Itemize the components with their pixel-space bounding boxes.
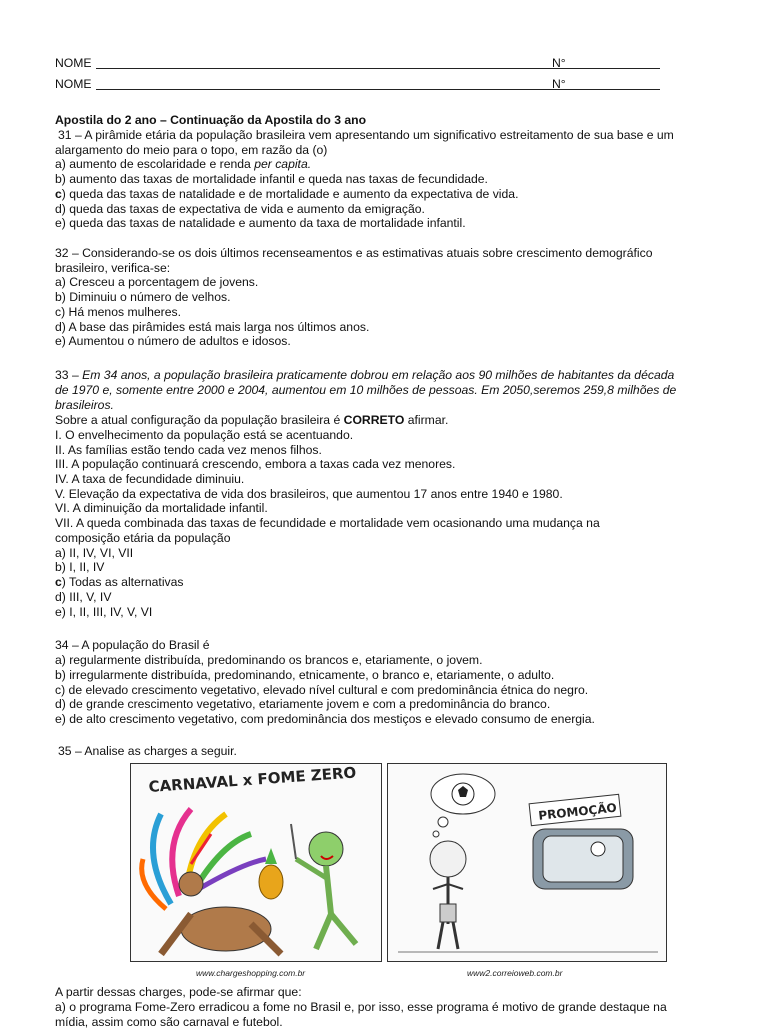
q33-item-2: II. As famílias estão tendo cada vez menos filhos. [55,443,322,457]
q33-item-7-line-2: composição etária da população [55,531,231,545]
q33-item-5: V. Elevação da expectativa de vida dos brasileiros, que aumentou 17 anos entre 1940 e 1980. [55,487,563,501]
q34-option-a: a) regularmente distribuída, predominando os brancos e, etariamente, o jovem. [55,653,483,667]
cartoon-1-title: CARNAVAL x FOME ZERO [148,764,357,796]
q32-option-b: b) Diminuiu o número de velhos. [55,290,231,304]
q33-item-6: VI. A diminuição da mortalidade infantil. [55,501,268,515]
q31-option-e: e) queda das taxas de natalidade e aumento da taxa de mortalidade infantil. [55,216,466,230]
q32-option-d: d) A base das pirâmides está mais larga nos últimos anos. [55,320,370,334]
cartoon-carnaval-fome-zero [130,763,382,962]
carnival-feathers [142,809,266,909]
q33-text-2: de 1970 e, somente entre 2000 e 2004, aumentou em 10 milhões de pessoas. Em 2050,seremos 259,8 milhões de [55,383,677,397]
name-blank [96,68,606,69]
q33-option-c-letter: c [55,575,62,589]
q31-option-a [55,157,311,172]
q33-option-b: b) I, II, IV [55,560,105,574]
cartoon-2-credit: www2.correioweb.com.br [467,968,563,978]
q31-option-a-italic: per capita. [254,157,312,171]
promo-sign-text: PROMOÇÃO [537,800,618,823]
q33-option-c [55,575,184,590]
cartoon-promocao-drawing [388,764,666,961]
q33-item-1: I. O envelhecimento da população está se acentuando. [55,428,354,442]
q35-after-text: A partir dessas charges, pode-se afirmar que: [55,985,302,999]
q33-prompt [55,413,448,428]
q31-option-d: d) queda das taxas de expectativa de vida e aumento da emigração. [55,202,425,216]
q33-option-c-text: ) Todas as alternativas [61,575,184,589]
q31-option-c-letter: c [55,187,62,201]
q32-option-a: a) Cresceu a porcentagem de jovens. [55,275,259,289]
q33-number: 33 – [55,368,79,382]
q33-option-d: d) III, V, IV [55,590,112,604]
number-label: N° [552,56,566,70]
name-label: NOME [55,56,92,70]
promo-sign [529,794,621,825]
q33-text-line-2 [55,383,676,398]
cartoon-carnaval-drawing [131,764,381,961]
q31-option-c [55,187,518,202]
q31-stem-line-2: alargamento do meio para o topo, em razão da (o) [55,143,328,157]
q33-text-3: brasileiros. [55,398,114,412]
name-row-1 [55,56,665,72]
q33-option-e: e) I, II, III, IV, V, VI [55,605,153,619]
cartoon-promocao [387,763,667,962]
thin-boy [430,841,466,949]
q33-text-line-3 [55,398,114,413]
q31-option-c-text: ) queda das taxas de natalidade e de mortalidade e aumento da expectativa de vida. [61,187,519,201]
name-blank [96,89,606,90]
q32-option-e: e) Aumentou o número de adultos e idosos. [55,334,291,348]
hungry-figure [291,824,356,949]
number-blank [570,68,660,69]
q33-text-1: Em 34 anos, a população brasileira praticamente dobrou em relação aos 90 milhões de habitantes da década [82,368,675,382]
q35-stem: 35 – Analise as charges a seguir. [58,744,237,758]
pineapple [259,848,283,899]
q33-item-3: III. A população continuará crescendo, embora a taxas cada vez menores. [55,457,456,471]
q35-option-a-line-2: mídia, assim como são carnaval e futebol. [55,1015,283,1029]
q34-option-d: d) de grande crescimento vegetativo, etariamente jovem e com a predominância do branco. [55,697,551,711]
q33-item-7-line-1: VII. A queda combinada das taxas de fecundidade e mortalidade vem ocasionando uma mudança na [55,516,600,530]
q33-prompt-pre: Sobre a atual configuração da população brasileira é [55,413,341,427]
number-label: N° [552,77,566,91]
name-row-2 [55,77,665,93]
cartoon-1-credit: www.chargeshopping.com.br [196,968,306,978]
q32-stem-line-2: brasileiro, verifica-se: [55,261,171,275]
q34-stem: 34 – A população do Brasil é [55,638,210,652]
thought-bubble [431,774,495,837]
q33-prompt-post: afirmar. [407,413,449,427]
q33-option-a: a) II, IV, VI, VII [55,546,134,560]
q35-option-a-line-1: a) o programa Fome-Zero erradicou a fome no Brasil e, por isso, esse programa é motivo de grande destaque na [55,1000,667,1014]
q32-stem-line-1: 32 – Considerando-se os dois últimos recenseamentos e as estimativas atuais sobre crescimento demográfico [55,246,653,260]
q34-option-c: c) de elevado crescimento vegetativo, elevado nível cultural e com predominância étnica do negro. [55,683,589,697]
q32-option-c: c) Há menos mulheres. [55,305,181,319]
q31-option-a-text: a) aumento de escolaridade e renda [55,157,251,171]
q33-prompt-bold: CORRETO [343,413,405,427]
q31-option-b: b) aumento das taxas de mortalidade infantil e queda nas taxas de fecundidade. [55,172,488,186]
number-blank [570,89,660,90]
tv-set [533,829,633,889]
q33-item-4: IV. A taxa de fecundidade diminuiu. [55,472,245,486]
document-title: Apostila do 2 ano – Continuação da Apostila do 3 ano [55,113,367,127]
q33-text-line-1 [55,368,674,383]
name-label: NOME [55,77,92,91]
q31-stem-line-1: 31 – A pirâmide etária da população brasileira vem apresentando um significativo estreitamento de sua base e um [58,128,674,142]
q34-option-e: e) de alto crescimento vegetativo, com predominância dos mestiços e elevado consumo de energia. [55,712,595,726]
q34-option-b: b) irregularmente distribuída, predominando, etnicamente, o branco e, etariamente, o adulto. [55,668,555,682]
